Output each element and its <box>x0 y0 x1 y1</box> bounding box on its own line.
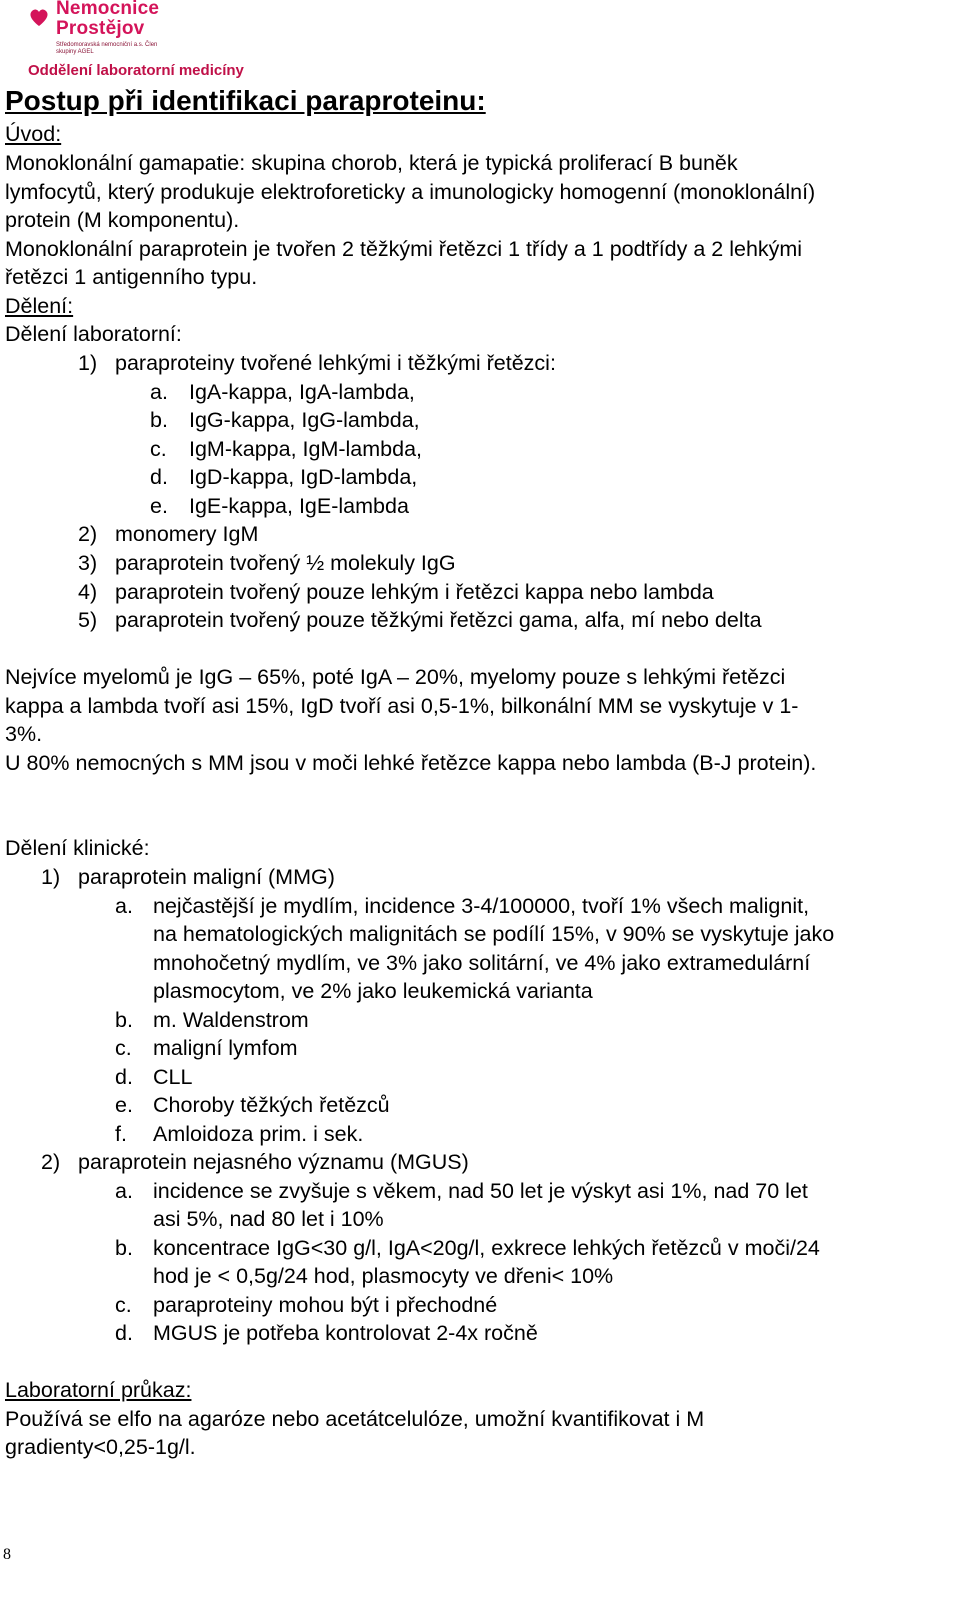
list-item: CLL <box>153 1065 193 1089</box>
intro-line: řetězci 1 antigenního typu. <box>5 265 258 289</box>
list-item: MGUS je potřeba kontrolovat 2-4x ročně <box>153 1321 538 1345</box>
list-marker: a. <box>150 380 168 404</box>
page-title: Postup při identifikaci paraproteinu: <box>5 85 486 116</box>
list-item: IgD-kappa, IgD-lambda, <box>189 465 418 489</box>
list-marker: b. <box>115 1008 133 1032</box>
list-item: hod je < 0,5g/24 hod, plasmocyty ve dřeni< 10% <box>153 1264 614 1288</box>
list-item: Amloidoza prim. i sek. <box>153 1122 364 1146</box>
list-item: paraprotein tvořený ½ molekuly IgG <box>115 551 456 575</box>
list-marker: 5) <box>78 608 98 632</box>
list-item: nejčastější je mydlím, incidence 3-4/100000, tvoří 1% všech malignit, <box>153 894 810 918</box>
list-item: asi 5%, nad 80 let i 10% <box>153 1207 384 1231</box>
body-line: Používá se elfo na agaróze nebo acetátcelulóze, umožní kvantifikovat i M <box>5 1407 705 1431</box>
list-item: IgE-kappa, IgE-lambda <box>189 494 409 518</box>
list-item: incidence se zvyšuje s věkem, nad 50 let je výskyt asi 1%, nad 70 let <box>153 1179 808 1203</box>
list-marker: d. <box>115 1065 133 1089</box>
body-line: gradienty<0,25-1g/l. <box>5 1435 196 1459</box>
list-item: paraproteiny tvořené lehkými i těžkými řetězci: <box>115 351 556 375</box>
list-marker: b. <box>115 1236 133 1260</box>
list-marker: a. <box>115 894 133 918</box>
body-line: kappa a lambda tvoří asi 15%, IgD tvoří asi 0,5-1%, bilkonální MM se vyskytuje v 1- <box>5 694 799 718</box>
logo-tagline: Středomoravská nemocniční a.s. Člen skupiny AGEL <box>56 42 158 55</box>
intro-line: lymfocytů, který produkuje elektroforeticky a imunologicky homogenní (monoklonální) <box>5 180 816 204</box>
list-marker: 2) <box>41 1150 61 1174</box>
list-marker: b. <box>150 408 168 432</box>
department-name: Oddělení laboratorní medicíny <box>28 62 244 79</box>
list-marker: e. <box>115 1093 133 1117</box>
list-marker: e. <box>150 494 168 518</box>
list-marker: 3) <box>78 551 98 575</box>
list-item: paraprotein tvořený pouze těžkými řetězci gama, alfa, mí nebo delta <box>115 608 762 632</box>
list-item: paraproteiny mohou být i přechodné <box>153 1293 498 1317</box>
list-marker: 1) <box>41 865 61 889</box>
page-number: 8 <box>3 1546 11 1563</box>
lab-evidence-heading: Laboratorní průkaz: <box>5 1378 192 1402</box>
list-item: paraprotein maligní (MMG) <box>78 865 335 889</box>
logo-line-2: Prostějov <box>56 18 145 39</box>
list-item: monomery IgM <box>115 522 259 546</box>
body-line: Nejvíce myelomů je IgG – 65%, poté IgA – 20%, myelomy pouze s lehkými řetězci <box>5 665 786 689</box>
logo-heart-icon <box>28 6 50 28</box>
list-item: IgG-kappa, IgG-lambda, <box>189 408 420 432</box>
list-marker: c. <box>150 437 167 461</box>
list-item: m. Waldenstrom <box>153 1008 309 1032</box>
list-item: mnohočetný mydlím, ve 3% jako solitární, ve 4% jako extramedulární <box>153 951 811 975</box>
list-marker: d. <box>150 465 168 489</box>
list-item: Choroby těžkých řetězců <box>153 1093 390 1117</box>
lab-division-heading: Dělení laboratorní: <box>5 322 182 346</box>
intro-line: Monoklonální paraprotein je tvořen 2 těžkými řetězci 1 třídy a 1 podtřídy a 2 lehkými <box>5 237 803 261</box>
list-item: paraprotein tvořený pouze lehkým i řetězci kappa nebo lambda <box>115 580 714 604</box>
logo-line-1: Nemocnice <box>56 0 160 19</box>
list-marker: f. <box>115 1122 127 1146</box>
list-item: koncentrace IgG<30 g/l, IgA<20g/l, exkrece lehkých řetězců v moči/24 <box>153 1236 820 1260</box>
list-item: na hematologických malignitách se podílí 15%, v 90% se vyskytuje jako <box>153 922 835 946</box>
list-marker: 2) <box>78 522 98 546</box>
list-marker: 4) <box>78 580 98 604</box>
list-item: IgM-kappa, IgM-lambda, <box>189 437 423 461</box>
body-line: 3%. <box>5 722 43 746</box>
division-heading: Dělení: <box>5 294 74 318</box>
list-marker: c. <box>115 1036 132 1060</box>
list-marker: d. <box>115 1321 133 1345</box>
list-item: maligní lymfom <box>153 1036 298 1060</box>
list-marker: 1) <box>78 351 98 375</box>
list-marker: a. <box>115 1179 133 1203</box>
body-line: U 80% nemocných s MM jsou v moči lehké řetězce kappa nebo lambda (B-J protein). <box>5 751 817 775</box>
intro-heading: Úvod: <box>5 122 62 146</box>
list-item: plasmocytom, ve 2% jako leukemická varianta <box>153 979 593 1003</box>
list-item: IgA-kappa, IgA-lambda, <box>189 380 415 404</box>
clinical-division-heading: Dělení klinické: <box>5 836 150 860</box>
hospital-logo <box>28 0 308 82</box>
intro-line: protein (M komponentu). <box>5 208 240 232</box>
list-marker: c. <box>115 1293 132 1317</box>
intro-line: Monoklonální gamapatie: skupina chorob, která je typická proliferací B buněk <box>5 151 738 175</box>
list-item: paraprotein nejasného významu (MGUS) <box>78 1150 469 1174</box>
